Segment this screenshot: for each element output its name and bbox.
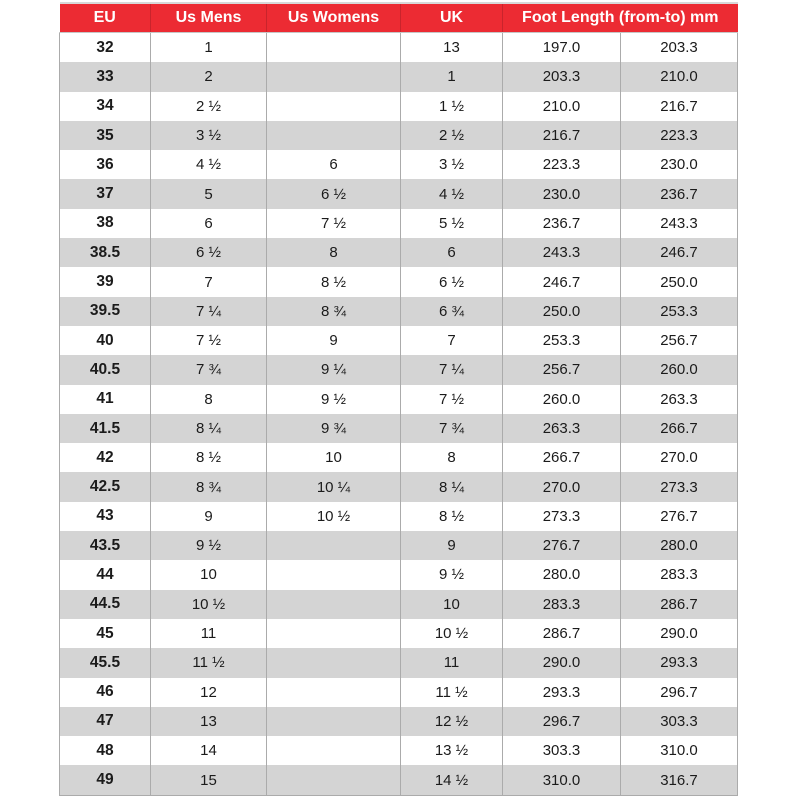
cell-us-womens: [267, 736, 401, 765]
cell-foot-length-to: 223.3: [621, 121, 738, 150]
cell-uk: 5 ½: [401, 209, 503, 238]
cell-eu: 44: [60, 560, 151, 589]
cell-us-mens: 4 ½: [151, 150, 267, 179]
cell-us-womens: 9: [267, 326, 401, 355]
cell-foot-length-to: 246.7: [621, 238, 738, 267]
cell-foot-length-from: 263.3: [503, 414, 621, 443]
cell-uk: 8 ½: [401, 502, 503, 531]
table-row: [60, 765, 738, 795]
cell-uk: 2 ½: [401, 121, 503, 150]
cell-uk: 9 ½: [401, 560, 503, 589]
cell-foot-length-to: 263.3: [621, 385, 738, 414]
table-row: [60, 414, 738, 443]
cell-eu: 48: [60, 736, 151, 765]
cell-us-mens: 5: [151, 179, 267, 208]
cell-foot-length-to: 230.0: [621, 150, 738, 179]
cell-us-mens: 12: [151, 678, 267, 707]
table-row: [60, 590, 738, 619]
cell-foot-length-from: 256.7: [503, 355, 621, 384]
cell-eu: 41.5: [60, 414, 151, 443]
cell-us-womens: [267, 678, 401, 707]
table-row: [60, 238, 738, 267]
cell-uk: 7 ¼: [401, 355, 503, 384]
table-row: [60, 326, 738, 355]
cell-foot-length-from: 283.3: [503, 590, 621, 619]
cell-foot-length-from: 280.0: [503, 560, 621, 589]
cell-foot-length-from: 236.7: [503, 209, 621, 238]
cell-foot-length-to: 250.0: [621, 267, 738, 296]
cell-eu: 43.5: [60, 531, 151, 560]
cell-foot-length-to: 316.7: [621, 765, 738, 795]
cell-uk: 11 ½: [401, 678, 503, 707]
cell-us-mens: 14: [151, 736, 267, 765]
table-row: [60, 472, 738, 501]
cell-eu: 49: [60, 765, 151, 795]
cell-us-mens: 15: [151, 765, 267, 795]
cell-foot-length-from: 250.0: [503, 297, 621, 326]
cell-uk: 6 ½: [401, 267, 503, 296]
cell-foot-length-to: 293.3: [621, 648, 738, 677]
cell-uk: 10 ½: [401, 619, 503, 648]
cell-foot-length-from: 273.3: [503, 502, 621, 531]
cell-us-mens: 10: [151, 560, 267, 589]
cell-us-womens: 8 ¾: [267, 297, 401, 326]
cell-us-womens: 6 ½: [267, 179, 401, 208]
cell-us-womens: [267, 590, 401, 619]
cell-eu: 42.5: [60, 472, 151, 501]
cell-us-womens: 10 ½: [267, 502, 401, 531]
cell-foot-length-from: 296.7: [503, 707, 621, 736]
cell-foot-length-to: 273.3: [621, 472, 738, 501]
table-row: [60, 678, 738, 707]
cell-us-womens: [267, 765, 401, 795]
cell-eu: 39.5: [60, 297, 151, 326]
cell-foot-length-to: 260.0: [621, 355, 738, 384]
cell-foot-length-to: 270.0: [621, 443, 738, 472]
cell-foot-length-from: 223.3: [503, 150, 621, 179]
cell-uk: 6 ¾: [401, 297, 503, 326]
table-row: [60, 179, 738, 208]
cell-foot-length-from: 230.0: [503, 179, 621, 208]
table-row: [60, 707, 738, 736]
cell-foot-length-from: 290.0: [503, 648, 621, 677]
cell-foot-length-from: 260.0: [503, 385, 621, 414]
cell-us-womens: [267, 62, 401, 91]
cell-foot-length-from: 303.3: [503, 736, 621, 765]
cell-eu: 40: [60, 326, 151, 355]
cell-foot-length-from: 253.3: [503, 326, 621, 355]
cell-uk: 11: [401, 648, 503, 677]
cell-us-mens: 7 ¾: [151, 355, 267, 384]
cell-foot-length-to: 210.0: [621, 62, 738, 91]
cell-us-womens: [267, 619, 401, 648]
cell-eu: 37: [60, 179, 151, 208]
cell-eu: 32: [60, 33, 151, 63]
table-row: [60, 385, 738, 414]
cell-foot-length-from: 266.7: [503, 443, 621, 472]
cell-eu: 39: [60, 267, 151, 296]
cell-foot-length-from: 270.0: [503, 472, 621, 501]
header-foot-length: Foot Length (from-to) mm: [503, 3, 738, 33]
cell-eu: 42: [60, 443, 151, 472]
cell-us-womens: [267, 707, 401, 736]
header-eu: EU: [60, 3, 151, 33]
cell-foot-length-from: 310.0: [503, 765, 621, 795]
cell-us-mens: 10 ½: [151, 590, 267, 619]
table-header: [60, 3, 738, 33]
table-row: [60, 92, 738, 121]
cell-us-mens: 2 ½: [151, 92, 267, 121]
cell-us-mens: 7 ¼: [151, 297, 267, 326]
cell-us-mens: 3 ½: [151, 121, 267, 150]
cell-us-mens: 8 ¼: [151, 414, 267, 443]
cell-us-womens: [267, 33, 401, 63]
cell-uk: 7 ¾: [401, 414, 503, 443]
cell-uk: 9: [401, 531, 503, 560]
cell-eu: 33: [60, 62, 151, 91]
cell-eu: 40.5: [60, 355, 151, 384]
cell-uk: 12 ½: [401, 707, 503, 736]
cell-eu: 36: [60, 150, 151, 179]
table-body: [60, 33, 738, 796]
cell-us-mens: 8 ¾: [151, 472, 267, 501]
cell-us-mens: 13: [151, 707, 267, 736]
table-row: [60, 121, 738, 150]
cell-foot-length-to: 286.7: [621, 590, 738, 619]
cell-foot-length-from: 293.3: [503, 678, 621, 707]
table-row: [60, 648, 738, 677]
table-row: [60, 531, 738, 560]
cell-foot-length-from: 286.7: [503, 619, 621, 648]
cell-us-mens: 7: [151, 267, 267, 296]
cell-us-womens: 10: [267, 443, 401, 472]
cell-eu: 35: [60, 121, 151, 150]
cell-us-mens: 8: [151, 385, 267, 414]
table-row: [60, 267, 738, 296]
cell-eu: 45: [60, 619, 151, 648]
cell-us-womens: [267, 121, 401, 150]
table-row: [60, 33, 738, 63]
table-row: [60, 443, 738, 472]
table-row: [60, 150, 738, 179]
cell-uk: 6: [401, 238, 503, 267]
cell-foot-length-to: 290.0: [621, 619, 738, 648]
cell-us-mens: 6 ½: [151, 238, 267, 267]
cell-foot-length-from: 246.7: [503, 267, 621, 296]
cell-foot-length-to: 236.7: [621, 179, 738, 208]
header-us-womens: Us Womens: [267, 3, 401, 33]
cell-foot-length-to: 280.0: [621, 531, 738, 560]
cell-uk: 8: [401, 443, 503, 472]
cell-foot-length-from: 203.3: [503, 62, 621, 91]
header-us-mens: Us Mens: [151, 3, 267, 33]
cell-uk: 7: [401, 326, 503, 355]
cell-foot-length-to: 216.7: [621, 92, 738, 121]
cell-eu: 47: [60, 707, 151, 736]
cell-foot-length-to: 256.7: [621, 326, 738, 355]
cell-eu: 43: [60, 502, 151, 531]
cell-foot-length-to: 266.7: [621, 414, 738, 443]
table-row: [60, 297, 738, 326]
cell-foot-length-from: 216.7: [503, 121, 621, 150]
cell-eu: 38: [60, 209, 151, 238]
cell-eu: 38.5: [60, 238, 151, 267]
cell-eu: 45.5: [60, 648, 151, 677]
cell-us-mens: 6: [151, 209, 267, 238]
table-row: [60, 560, 738, 589]
cell-foot-length-from: 243.3: [503, 238, 621, 267]
cell-uk: 7 ½: [401, 385, 503, 414]
cell-eu: 41: [60, 385, 151, 414]
cell-us-womens: 6: [267, 150, 401, 179]
table-row: [60, 355, 738, 384]
cell-foot-length-to: 296.7: [621, 678, 738, 707]
cell-foot-length-from: 210.0: [503, 92, 621, 121]
table-row: [60, 736, 738, 765]
cell-foot-length-to: 276.7: [621, 502, 738, 531]
cell-us-mens: 9: [151, 502, 267, 531]
cell-uk: 13: [401, 33, 503, 63]
cell-foot-length-to: 303.3: [621, 707, 738, 736]
cell-uk: 1: [401, 62, 503, 91]
table-row: [60, 62, 738, 91]
cell-us-mens: 7 ½: [151, 326, 267, 355]
cell-us-mens: 11 ½: [151, 648, 267, 677]
cell-foot-length-to: 310.0: [621, 736, 738, 765]
cell-uk: 4 ½: [401, 179, 503, 208]
cell-us-mens: 9 ½: [151, 531, 267, 560]
cell-us-womens: [267, 92, 401, 121]
cell-uk: 14 ½: [401, 765, 503, 795]
cell-us-womens: [267, 531, 401, 560]
cell-us-womens: 8: [267, 238, 401, 267]
table-row: [60, 209, 738, 238]
shoe-size-conversion-table: [59, 2, 738, 796]
cell-foot-length-to: 243.3: [621, 209, 738, 238]
header-uk: UK: [401, 3, 503, 33]
cell-us-mens: 8 ½: [151, 443, 267, 472]
cell-uk: 3 ½: [401, 150, 503, 179]
cell-us-womens: 7 ½: [267, 209, 401, 238]
cell-uk: 13 ½: [401, 736, 503, 765]
cell-uk: 1 ½: [401, 92, 503, 121]
cell-foot-length-to: 253.3: [621, 297, 738, 326]
cell-uk: 10: [401, 590, 503, 619]
table-row: [60, 619, 738, 648]
cell-eu: 46: [60, 678, 151, 707]
cell-uk: 8 ¼: [401, 472, 503, 501]
header-row: [60, 3, 738, 33]
cell-us-mens: 1: [151, 33, 267, 63]
cell-foot-length-to: 203.3: [621, 33, 738, 63]
cell-us-womens: 10 ¼: [267, 472, 401, 501]
cell-us-womens: 9 ¾: [267, 414, 401, 443]
cell-eu: 44.5: [60, 590, 151, 619]
cell-us-womens: 8 ½: [267, 267, 401, 296]
cell-us-mens: 11: [151, 619, 267, 648]
cell-eu: 34: [60, 92, 151, 121]
cell-us-womens: 9 ¼: [267, 355, 401, 384]
cell-foot-length-to: 283.3: [621, 560, 738, 589]
cell-foot-length-from: 276.7: [503, 531, 621, 560]
table-row: [60, 502, 738, 531]
cell-us-womens: [267, 648, 401, 677]
cell-foot-length-from: 197.0: [503, 33, 621, 63]
cell-us-mens: 2: [151, 62, 267, 91]
cell-us-womens: [267, 560, 401, 589]
cell-us-womens: 9 ½: [267, 385, 401, 414]
